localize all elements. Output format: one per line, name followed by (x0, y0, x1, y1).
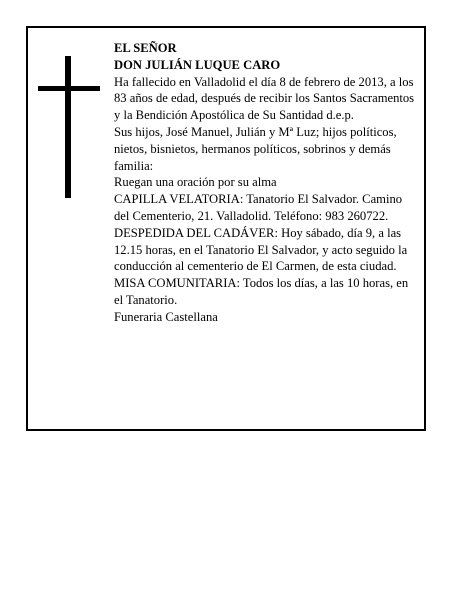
funeral-home: Funeraria Castellana (114, 309, 218, 324)
cross-icon (38, 56, 100, 198)
obituary-notice (26, 26, 426, 431)
mass-info: MISA COMUNITARIA: Todos los días, a las 10 horas, en el Tanatorio. (114, 276, 409, 307)
prayer-request: Ruegan una oración por su alma (114, 175, 277, 190)
deceased-name: DON JULIÁN LUQUE CARO (114, 57, 281, 72)
funeral-farewell-info: DESPEDIDA DEL CADÁVER: Hoy sábado, día 9, a las 12.15 horas, en el Tanatorio El Salvador, y acto seguido la conducción al cementerio de El Carmen, de esta ciudad. (114, 225, 408, 274)
cross-vertical-bar (65, 56, 71, 198)
family-list: Sus hijos, José Manuel, Julián y Mª Luz; hijos políticos, nietos, bisnietos, hermanos políticos, sobrinos y demás familia: (114, 124, 397, 173)
chapel-info: CAPILLA VELATORIA: Tanatorio El Salvador. Camino del Cementerio, 21. Valladolid. Teléfono: 983 260722. (114, 192, 403, 223)
notice-text (114, 40, 420, 326)
death-announcement: Ha fallecido en Valladolid el día 8 de febrero de 2013, a los 83 años de edad, después de recibir los Santos Sacramentos y la Bendición Apostólica de Su Santidad d.e.p. (114, 74, 415, 123)
cross-horizontal-bar (38, 86, 100, 91)
deceased-title: EL SEÑOR (114, 41, 177, 55)
